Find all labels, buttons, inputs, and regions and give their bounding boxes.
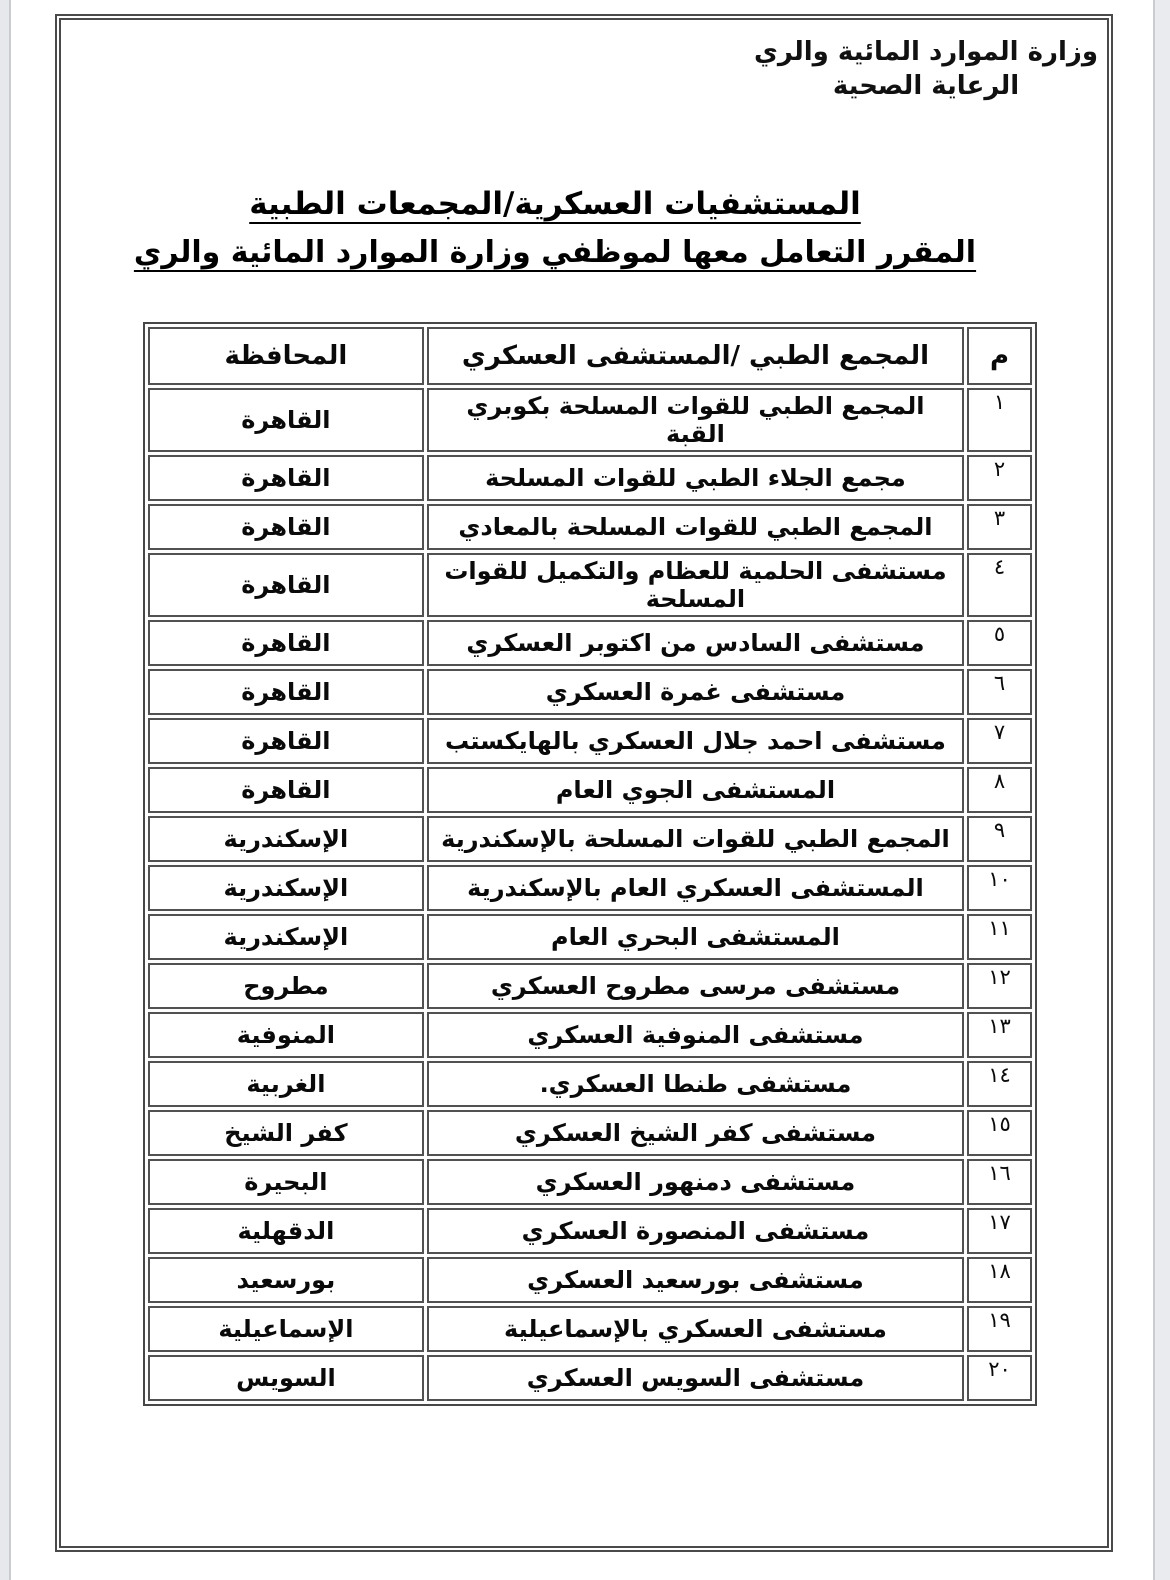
row-index-cell: ٧ [967,718,1032,764]
hospitals-table [143,322,1037,1406]
row-facility-cell: مجمع الجلاء الطبي للقوات المسلحة [427,455,964,501]
department-name: الرعاية الصحية [832,70,1020,101]
row-index-cell: ١٥ [967,1110,1032,1156]
table-row [148,1306,1032,1352]
table-row [148,1110,1032,1156]
table-row [148,504,1032,550]
row-index-cell: ١٢ [967,963,1032,1009]
row-governorate-cell: بورسعيد [148,1257,424,1303]
table-row [148,455,1032,501]
row-facility-cell: مستشفى غمرة العسكري [427,669,964,715]
row-index-cell: ٥ [967,620,1032,666]
row-governorate-cell: الغربية [148,1061,424,1107]
row-facility-cell: مستشفى السادس من اكتوبر العسكري [427,620,964,666]
row-governorate-cell: مطروح [148,963,424,1009]
row-governorate-cell: المنوفية [148,1012,424,1058]
row-facility-cell: مستشفى الحلمية للعظام والتكميل للقوات المسلحة [427,553,964,617]
row-index-cell: ٦ [967,669,1032,715]
row-index-cell: ١٩ [967,1306,1032,1352]
row-governorate-cell: القاهرة [148,669,424,715]
ministry-name: وزارة الموارد المائية والري [754,37,1098,67]
row-governorate-cell: الإسكندرية [148,865,424,911]
title-line-1: المستشفيات العسكرية/المجمعات الطبية [249,186,861,222]
row-index-cell: ٣ [967,504,1032,550]
row-governorate-cell: البحيرة [148,1159,424,1205]
row-facility-cell: مستشفى العسكري بالإسماعيلية [427,1306,964,1352]
row-facility-cell: مستشفى احمد جلال العسكري بالهايكستب [427,718,964,764]
table-header-row [148,327,1032,385]
row-governorate-cell: القاهرة [148,553,424,617]
document-title [0,186,1110,270]
row-governorate-cell: القاهرة [148,504,424,550]
row-facility-cell: مستشفى السويس العسكري [427,1355,964,1401]
row-index-cell: ١٠ [967,865,1032,911]
row-index-cell: ٢٠ [967,1355,1032,1401]
table-row [148,816,1032,862]
row-index-cell: ١١ [967,914,1032,960]
row-governorate-cell: الإسماعيلية [148,1306,424,1352]
row-governorate-cell: الإسكندرية [148,914,424,960]
row-governorate-cell: الإسكندرية [148,816,424,862]
row-facility-cell: مستشفى مرسى مطروح العسكري [427,963,964,1009]
row-governorate-cell: القاهرة [148,620,424,666]
row-facility-cell: المستشفى البحري العام [427,914,964,960]
row-index-cell: ١٨ [967,1257,1032,1303]
header-index: م [967,327,1032,385]
row-index-cell: ١٦ [967,1159,1032,1205]
table-row [148,1257,1032,1303]
row-governorate-cell: القاهرة [148,767,424,813]
row-governorate-cell: القاهرة [148,455,424,501]
table-row [148,865,1032,911]
hospitals-table-body [148,388,1032,1401]
row-facility-cell: المجمع الطبي للقوات المسلحة بالإسكندرية [427,816,964,862]
ministry-header [754,36,1098,104]
table-row [148,718,1032,764]
row-facility-cell: مستشفى بورسعيد العسكري [427,1257,964,1303]
table-row [148,1012,1032,1058]
row-facility-cell: مستشفى دمنهور العسكري [427,1159,964,1205]
table-row [148,1061,1032,1107]
table-row [148,620,1032,666]
table-row [148,1355,1032,1401]
row-index-cell: ١٤ [967,1061,1032,1107]
row-governorate-cell: الدقهلية [148,1208,424,1254]
table-row [148,1159,1032,1205]
table-row [148,963,1032,1009]
row-index-cell: ١٧ [967,1208,1032,1254]
table-row [148,553,1032,617]
row-governorate-cell: كفر الشيخ [148,1110,424,1156]
row-governorate-cell: القاهرة [148,718,424,764]
row-index-cell: ٢ [967,455,1032,501]
header-facility: المجمع الطبي /المستشفى العسكري [427,327,964,385]
row-index-cell: ١٣ [967,1012,1032,1058]
row-governorate-cell: القاهرة [148,388,424,452]
row-facility-cell: المجمع الطبي للقوات المسلحة بكوبري القبة [427,388,964,452]
row-governorate-cell: السويس [148,1355,424,1401]
row-facility-cell: مستشفى كفر الشيخ العسكري [427,1110,964,1156]
table-row [148,914,1032,960]
row-facility-cell: مستشفى المنصورة العسكري [427,1208,964,1254]
title-line-2: المقرر التعامل معها لموظفي وزارة الموارد المائية والري [133,235,977,270]
row-index-cell: ٩ [967,816,1032,862]
scan-edge-right [1153,0,1170,1580]
table-row [148,669,1032,715]
table-row [148,1208,1032,1254]
row-index-cell: ٨ [967,767,1032,813]
table-row [148,767,1032,813]
row-facility-cell: المجمع الطبي للقوات المسلحة بالمعادي [427,504,964,550]
row-facility-cell: مستشفى طنطا العسكري. [427,1061,964,1107]
row-index-cell: ٤ [967,553,1032,617]
row-facility-cell: مستشفى المنوفية العسكري [427,1012,964,1058]
row-index-cell: ١ [967,388,1032,452]
row-facility-cell: المستشفى العسكري العام بالإسكندرية [427,865,964,911]
table-row [148,388,1032,452]
header-governorate: المحافظة [148,327,424,385]
row-facility-cell: المستشفى الجوي العام [427,767,964,813]
